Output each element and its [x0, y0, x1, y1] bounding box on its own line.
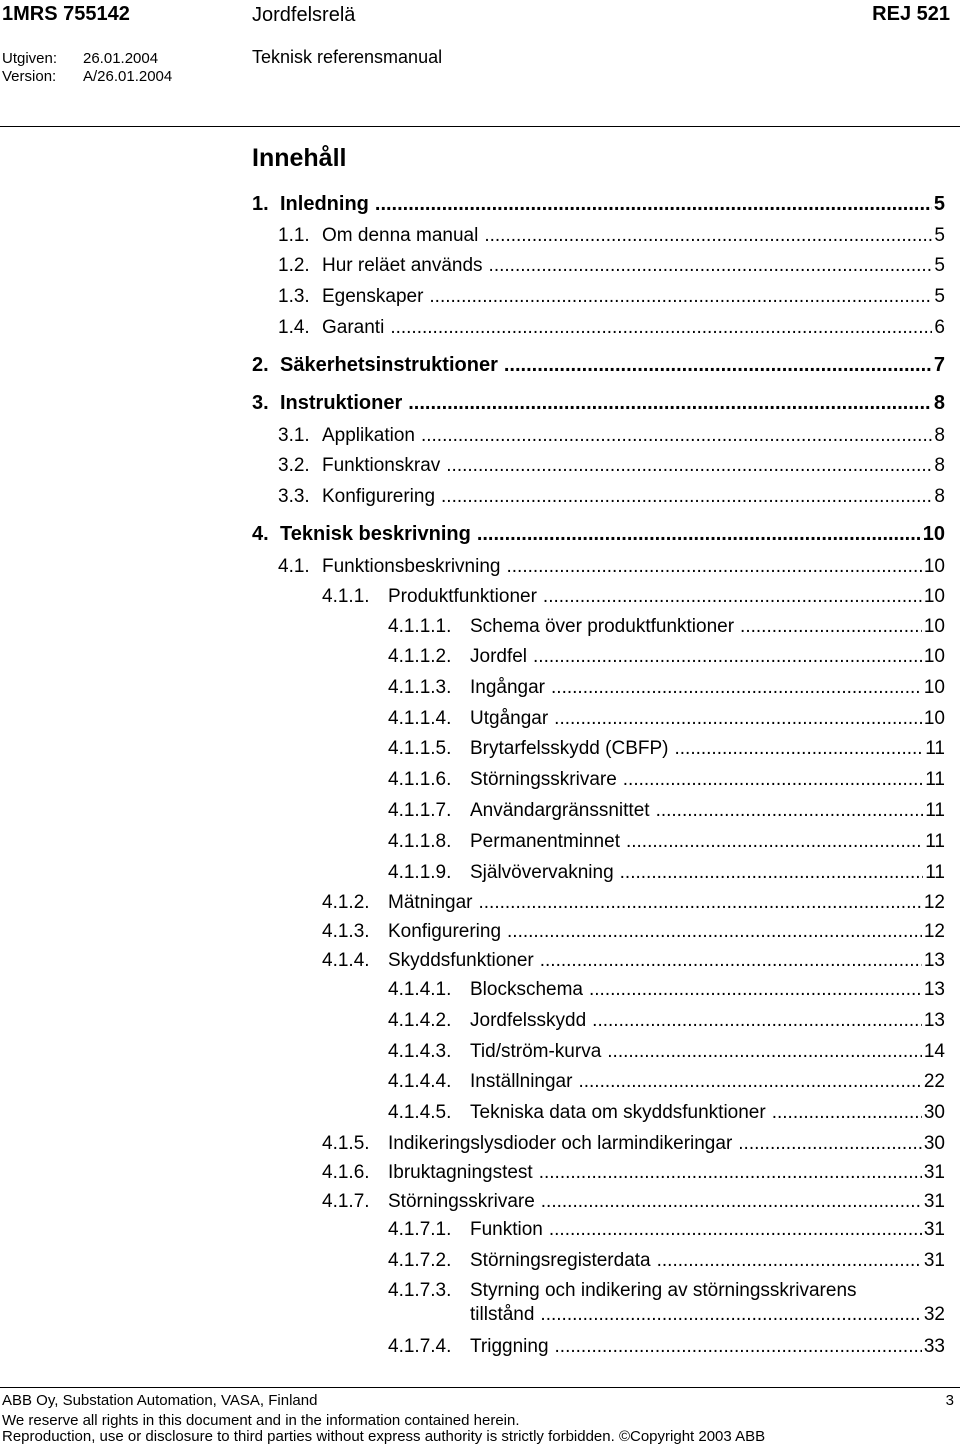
toc-entry[interactable] — [252, 978, 945, 1002]
toc-entry[interactable] — [252, 254, 945, 278]
toc-entry[interactable] — [252, 555, 945, 579]
footer-page-number: 3 — [945, 1392, 954, 1409]
toc-entry[interactable] — [252, 920, 945, 944]
toc-leader — [441, 485, 932, 509]
toc-number: 4.1.7. — [322, 1191, 370, 1212]
toc-leader — [533, 645, 922, 669]
toc-leader — [607, 1040, 922, 1064]
toc-page: 8 — [934, 486, 945, 507]
toc-entry[interactable] — [252, 391, 945, 415]
toc-label: Funktion — [470, 1219, 543, 1240]
toc-leader — [740, 615, 922, 639]
toc-label: Självövervakning — [470, 862, 614, 883]
toc-heading: Innehåll — [252, 144, 347, 172]
toc-label: Störningsregisterdata — [470, 1250, 651, 1271]
toc-page: 11 — [925, 738, 945, 759]
toc-number: 4.1.4.1. — [388, 979, 452, 1000]
toc-label: Schema över produktfunktioner — [470, 616, 735, 637]
toc-label: Instruktioner — [280, 392, 403, 414]
toc-number: 4.1.1.8. — [388, 831, 452, 852]
toc-label: Blockschema — [470, 979, 583, 1000]
toc-page: 13 — [923, 1010, 945, 1031]
toc-page: 11 — [925, 831, 945, 852]
toc-number: 4.1.1.1. — [388, 616, 452, 637]
toc-page: 10 — [923, 616, 945, 637]
toc-page: 6 — [934, 317, 945, 338]
toc-page: 30 — [923, 1102, 945, 1123]
toc-entry[interactable] — [252, 316, 945, 340]
toc-label: Mätningar — [388, 892, 473, 913]
toc-number: 4.1.4.2. — [388, 1010, 452, 1031]
toc-number: 1.1. — [278, 225, 310, 246]
toc-leader — [657, 1249, 922, 1273]
toc-page: 31 — [923, 1191, 945, 1212]
toc-label: Ibruktagningstest — [388, 1162, 533, 1183]
toc-number: 1.3. — [278, 286, 310, 307]
toc-label: Teknisk beskrivning — [280, 523, 471, 545]
toc-entry[interactable] — [252, 1040, 945, 1064]
toc-page: 11 — [925, 862, 945, 883]
toc-label: Funktionsbeskrivning — [322, 556, 501, 577]
toc-page: 10 — [923, 677, 945, 698]
toc-label: Styrning och indikering av störningsskrivarens — [470, 1280, 857, 1301]
toc-leader — [479, 891, 922, 915]
toc-page: 5 — [934, 225, 945, 246]
toc-entry[interactable] — [252, 949, 945, 973]
toc-page: 8 — [934, 425, 945, 446]
toc-leader — [408, 391, 932, 415]
toc-label: Om denna manual — [322, 225, 479, 246]
toc-label: Inställningar — [470, 1071, 573, 1092]
toc-page: 13 — [923, 979, 945, 1000]
toc-page: 8 — [933, 392, 945, 414]
product-code: REJ 521 — [872, 3, 950, 25]
toc-page: 14 — [923, 1041, 945, 1062]
toc-label: Jordfelsskydd — [470, 1010, 587, 1031]
toc-leader — [540, 1303, 921, 1327]
toc-page: 31 — [923, 1162, 945, 1183]
toc-leader — [489, 254, 933, 278]
toc-leader — [555, 1335, 922, 1359]
toc-number: 4.1.6. — [322, 1162, 370, 1183]
toc-page: 10 — [923, 708, 945, 729]
toc-leader — [507, 920, 922, 944]
toc-entry[interactable] — [252, 676, 945, 700]
toc-page: 10 — [922, 523, 945, 545]
toc-entry[interactable] — [252, 615, 945, 639]
toc-number: 4.1.1.7. — [388, 800, 452, 821]
toc-leader — [589, 978, 922, 1002]
toc-label: Indikeringslysdioder och larmindikeringar — [388, 1133, 733, 1154]
toc-number: 3. — [252, 392, 269, 414]
toc-entry[interactable] — [252, 1249, 945, 1273]
toc-entry[interactable] — [252, 522, 945, 546]
toc-label: Garanti — [322, 317, 385, 338]
toc-leader — [539, 1161, 922, 1185]
toc-label: Egenskaper — [322, 286, 424, 307]
toc-entry[interactable] — [252, 224, 945, 248]
toc-number: 4.1.7.2. — [388, 1250, 452, 1271]
toc-number: 4.1.1. — [322, 586, 370, 607]
toc-page: 5 — [934, 286, 945, 307]
toc-page: 13 — [923, 950, 945, 971]
footer-rights-line-1: We reserve all rights in this document and in the information contained herein. — [2, 1412, 520, 1429]
toc-label: Produktfunktioner — [388, 586, 537, 607]
toc-number: 4.1.4.3. — [388, 1041, 452, 1062]
toc-page: 31 — [923, 1219, 945, 1240]
toc-number: 4.1.1.2. — [388, 646, 452, 667]
toc-leader — [540, 949, 922, 973]
footer-divider — [0, 1387, 960, 1388]
toc-label: Brytarfelsskydd (CBFP) — [470, 738, 669, 759]
toc-page: 10 — [923, 646, 945, 667]
toc-number: 4.1.3. — [322, 921, 370, 942]
toc-leader — [390, 316, 932, 340]
toc-entry[interactable] — [252, 830, 945, 854]
toc-page: 31 — [923, 1250, 945, 1271]
toc-page: 5 — [934, 255, 945, 276]
toc-number: 4.1.4.4. — [388, 1071, 452, 1092]
toc-label: Funktionskrav — [322, 455, 441, 476]
toc-entry[interactable] — [252, 768, 945, 792]
document-id: 1MRS 755142 — [2, 3, 130, 25]
toc-entry[interactable] — [252, 1009, 945, 1033]
toc-leader — [551, 676, 922, 700]
toc-page: 22 — [923, 1071, 945, 1092]
toc-leader — [623, 768, 923, 792]
toc-label: Permanentminnet — [470, 831, 620, 852]
toc-leader — [554, 707, 922, 731]
header-divider — [0, 126, 960, 127]
toc-label: Applikation — [322, 425, 415, 446]
toc-entry[interactable] — [252, 1101, 945, 1125]
toc-entry[interactable] — [252, 192, 945, 216]
issued-value: 26.01.2004 — [83, 50, 159, 67]
toc-leader — [375, 192, 932, 216]
toc-label: Användargränssnittet — [470, 800, 650, 821]
toc-label: Tid/ström-kurva — [470, 1041, 602, 1062]
toc-number: 4.1.7.4. — [388, 1336, 452, 1357]
toc-number: 1.4. — [278, 317, 310, 338]
toc-number: 4.1.4. — [322, 950, 370, 971]
toc-leader — [578, 1070, 921, 1094]
version-label: Version: — [2, 68, 57, 85]
footer-rights-line-2: Reproduction, use or disclosure to third parties without express authority is strictly forbidden. ©Copyright 2003 ABB — [2, 1428, 766, 1445]
toc-label: Ingångar — [470, 677, 546, 698]
toc-page: 11 — [925, 769, 945, 790]
toc-entry[interactable] — [252, 353, 945, 377]
toc-number: 4.1.1.4. — [388, 708, 452, 729]
toc-number: 2. — [252, 354, 269, 376]
toc-entry[interactable] — [252, 424, 945, 448]
toc-leader — [504, 353, 932, 377]
toc-page: 7 — [933, 354, 945, 376]
toc-number: 4.1.4.5. — [388, 1102, 452, 1123]
toc-label: Konfigurering — [322, 486, 436, 507]
document-subtitle: Teknisk referensmanual — [252, 47, 443, 67]
toc-page: 8 — [934, 455, 945, 476]
toc-leader — [620, 861, 924, 885]
toc-leader — [549, 1218, 922, 1242]
toc-number: 4.1.1.5. — [388, 738, 452, 759]
toc-number: 3.3. — [278, 486, 310, 507]
issued-label: Utgiven: — [2, 50, 58, 67]
toc-leader — [477, 522, 921, 546]
toc-leader — [484, 224, 932, 248]
toc-number: 4. — [252, 523, 269, 545]
toc-label: Störningsskrivare — [470, 769, 617, 790]
toc-leader — [541, 1190, 922, 1214]
toc-label: Skyddsfunktioner — [388, 950, 534, 971]
toc-leader — [446, 454, 932, 478]
toc-entry[interactable] — [252, 861, 945, 885]
toc-entry[interactable] — [252, 891, 945, 915]
toc-label-continued: tillstånd — [470, 1304, 535, 1325]
toc-leader — [592, 1009, 922, 1033]
toc-label: Konfigurering — [388, 921, 502, 942]
toc-number: 4.1.5. — [322, 1133, 370, 1154]
toc-page: 12 — [923, 921, 945, 942]
toc-page: 10 — [923, 556, 945, 577]
toc-entry[interactable] — [252, 485, 945, 509]
toc-leader — [429, 285, 932, 309]
document-title: Jordfelsrelä — [252, 4, 356, 26]
toc-label: Tekniska data om skyddsfunktioner — [470, 1102, 766, 1123]
toc-leader — [543, 585, 922, 609]
toc-leader — [626, 830, 923, 854]
toc-label: Utgångar — [470, 708, 549, 729]
toc-entry[interactable] — [252, 1279, 945, 1331]
toc-leader — [674, 737, 923, 761]
toc-page: 10 — [923, 586, 945, 607]
toc-page: 30 — [923, 1133, 945, 1154]
toc-number: 4.1. — [278, 556, 310, 577]
toc-number: 3.1. — [278, 425, 310, 446]
version-value: A/26.01.2004 — [83, 68, 173, 85]
toc-entry[interactable] — [252, 585, 945, 609]
toc-leader — [656, 799, 924, 823]
toc-entry[interactable] — [252, 1335, 945, 1359]
toc-page: 32 — [923, 1304, 945, 1325]
toc-entry[interactable] — [252, 737, 945, 761]
toc-number: 4.1.1.9. — [388, 862, 452, 883]
toc-label: Störningsskrivare — [388, 1191, 535, 1212]
toc-entry[interactable] — [252, 645, 945, 669]
toc-leader — [421, 424, 932, 448]
toc-number: 4.1.7.3. — [388, 1280, 452, 1301]
toc-number: 1.2. — [278, 255, 310, 276]
toc-page: 12 — [923, 892, 945, 913]
toc-leader — [738, 1132, 922, 1156]
toc-number: 3.2. — [278, 455, 310, 476]
toc-entry[interactable] — [252, 1218, 945, 1242]
footer-company: ABB Oy, Substation Automation, VASA, Finland — [2, 1392, 318, 1409]
toc-number: 4.1.2. — [322, 892, 370, 913]
toc-entry[interactable] — [252, 707, 945, 731]
toc-label: Inledning — [280, 193, 369, 215]
toc-entry[interactable] — [252, 1190, 945, 1214]
toc-number: 1. — [252, 193, 269, 215]
toc-leader — [506, 555, 921, 579]
toc-label: Jordfel — [470, 646, 528, 667]
toc-number: 4.1.7.1. — [388, 1219, 452, 1240]
toc-page: 5 — [933, 193, 945, 215]
toc-number: 4.1.1.6. — [388, 769, 452, 790]
toc-page: 33 — [923, 1336, 945, 1357]
toc-leader — [772, 1101, 922, 1125]
toc-entry[interactable] — [252, 454, 945, 478]
toc-number: 4.1.1.3. — [388, 677, 452, 698]
toc-entry[interactable] — [252, 799, 945, 823]
toc-entry[interactable] — [252, 1161, 945, 1185]
toc-entry[interactable] — [252, 285, 945, 309]
toc-label: Triggning — [470, 1336, 549, 1357]
toc-label: Säkerhetsinstruktioner — [280, 354, 498, 376]
toc-page: 11 — [925, 800, 945, 821]
toc-label: Hur reläet används — [322, 255, 483, 276]
toc-entry[interactable] — [252, 1132, 945, 1156]
toc-entry[interactable] — [252, 1070, 945, 1094]
